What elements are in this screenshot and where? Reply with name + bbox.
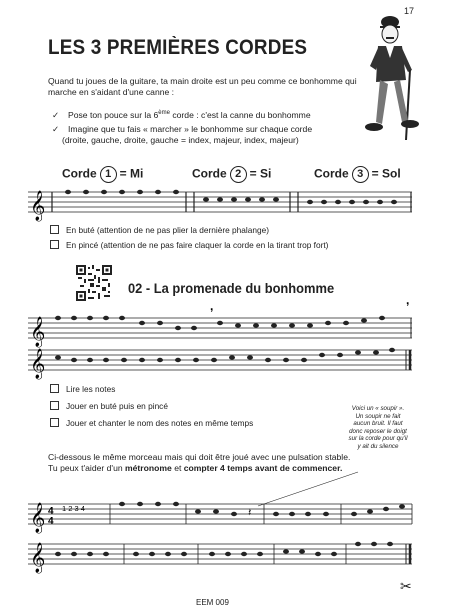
- treble-clef-icon: 𝄞: [30, 543, 46, 573]
- checkbox-item-chanter[interactable]: Jouer et chanter le nom des notes en même temps: [50, 418, 253, 428]
- scissors-icon: ✂: [400, 578, 412, 594]
- treble-clef-icon: 𝄞: [30, 349, 46, 379]
- string-number-circle: 1: [100, 166, 117, 183]
- superscript: ème: [158, 110, 170, 116]
- breath-mark-icon: ,: [210, 299, 214, 313]
- checkbox[interactable]: [50, 384, 59, 393]
- treble-clef-icon: 𝄞: [30, 503, 46, 533]
- footer-code: EEM 009: [196, 598, 229, 607]
- checkbox[interactable]: [50, 240, 59, 249]
- qr-code-icon[interactable]: [76, 265, 112, 301]
- bullet-subtext: (droite, gauche, droite, gauche = index, majeur, index, majeur): [62, 135, 299, 145]
- intro-text: Quand tu joues de la guitare, ta main droite est un peu comme ce bonhomme qui marche en s'aidant d'une canne :: [48, 76, 357, 97]
- song-title: 02 - La promenade du bonhomme: [128, 280, 335, 296]
- bullet-text: Pose ton pouce sur la 6: [68, 109, 159, 120]
- time-signature-bottom: 4: [48, 516, 54, 527]
- treble-clef-icon: 𝄞: [30, 191, 46, 221]
- corde-2-label: Corde 2 = Si: [192, 166, 271, 183]
- bullet-text: Imagine que tu fais « marcher » le bonhomme sur chaque corde: [68, 124, 313, 134]
- bullet-thumb: [52, 108, 311, 121]
- rest-explanation-note: Voici un « soupir ». Un soupir ne fait aucun bruit. Il faut donc reposer le doigt sur la corde pour qu'il y ait du silence: [348, 405, 408, 450]
- corde-3-label: Corde 3 = Sol: [314, 166, 401, 183]
- music-staff-3: [28, 346, 414, 379]
- quarter-rest-icon: 𝄽: [248, 507, 252, 519]
- checkbox-item-bute[interactable]: En buté (attention de ne pas plier la dernière phalange): [50, 225, 269, 235]
- bullet-text: corde : c'est la canne du bonhomme: [169, 109, 311, 120]
- music-staff-2: [28, 293, 414, 347]
- page-title: LES 3 PREMIÈRES CORDES: [48, 36, 308, 59]
- check-icon: ✓: [52, 124, 60, 134]
- music-staff-1: [28, 188, 414, 221]
- string-number-circle: 2: [230, 166, 247, 183]
- check-icon: ✓: [52, 109, 60, 120]
- music-staff-5: [28, 540, 414, 573]
- music-staff-4: [28, 500, 414, 533]
- bullet-walk: [52, 124, 312, 135]
- corde-1-label: Corde 1 = Mi: [62, 166, 143, 183]
- checkbox-item-lire[interactable]: Lire les notes: [50, 384, 115, 394]
- checkbox[interactable]: [50, 401, 59, 410]
- time-signature-top: 4: [48, 506, 54, 517]
- metronome-instructions: Ci-dessous le même morceau mais qui doit être joué avec une pulsation stable. Tu peux t'aider d'un métronome et compter 4 temps avant de commencer.: [48, 452, 351, 473]
- count-in: 1 2 3 4: [62, 504, 85, 513]
- checkbox[interactable]: [50, 418, 59, 427]
- checkbox-item-pince[interactable]: En pincé (attention de ne pas faire claquer la corde en la tirant trop fort): [50, 240, 328, 250]
- treble-clef-icon: 𝄞: [30, 317, 46, 347]
- page-number: 17: [403, 6, 414, 16]
- checkbox-item-jouer[interactable]: Jouer en buté puis en pincé: [50, 401, 168, 411]
- checkbox[interactable]: [50, 225, 59, 234]
- breath-mark-icon: ,: [406, 293, 410, 307]
- string-number-circle: 3: [352, 166, 369, 183]
